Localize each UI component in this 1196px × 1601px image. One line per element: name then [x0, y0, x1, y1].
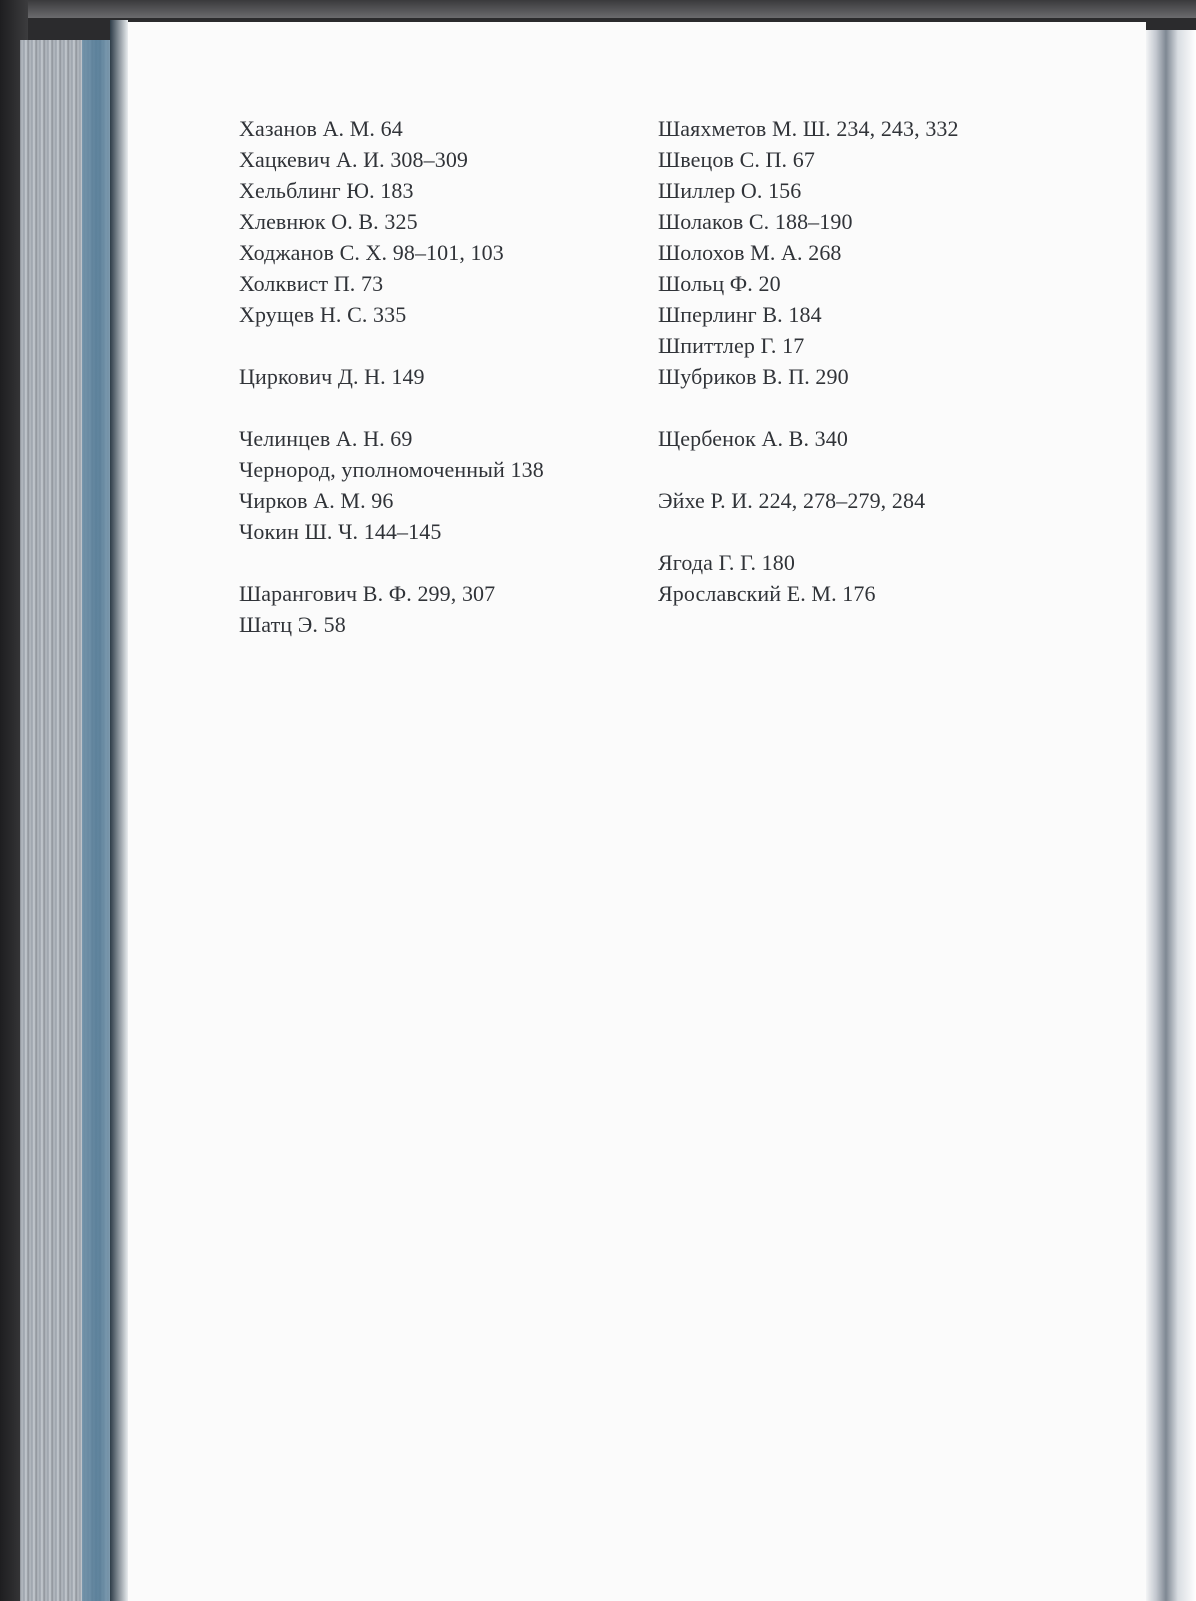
index-entry: Шатц Э. 58: [239, 612, 346, 637]
index-entry: Швецов С. П. 67: [658, 147, 815, 172]
index-entry: Челинцев А. Н. 69: [239, 426, 413, 451]
index-section-gap: [239, 392, 639, 423]
index-entry: Шаяхметов М. Ш. 234, 243, 332: [658, 116, 959, 141]
binding-shadow: [110, 20, 128, 1601]
index-entry: Хрущев Н. С. 335: [239, 302, 407, 327]
index-entry: Шперлинг В. 184: [658, 302, 822, 327]
index-entry: Шолохов М. А. 268: [658, 240, 842, 265]
index-entry: Шиллер О. 156: [658, 178, 802, 203]
index-entry: Циркович Д. Н. 149: [239, 364, 425, 389]
index-entry: Шолаков С. 188–190: [658, 209, 853, 234]
index-section-gap: [239, 330, 639, 361]
index-section-gap: [658, 392, 1058, 423]
index-entry: Хлевнюк О. В. 325: [239, 209, 418, 234]
index-entry: Ягода Г. Г. 180: [658, 550, 795, 575]
index-entry: Хазанов А. М. 64: [239, 116, 403, 141]
index-entry: Эйхе Р. И. 224, 278–279, 284: [658, 488, 926, 513]
index-entry: Шубриков В. П. 290: [658, 364, 849, 389]
index-section-gap: [239, 547, 639, 578]
index-entry: Ярославский Е. М. 176: [658, 581, 876, 606]
index-entry: Щербенок А. В. 340: [658, 426, 848, 451]
right-page-edge: [1146, 30, 1196, 1601]
index-entry: Шольц Ф. 20: [658, 271, 781, 296]
index-entry: Хельблинг Ю. 183: [239, 178, 414, 203]
index-entry: Чокин Ш. Ч. 144–145: [239, 519, 442, 544]
index-entry: Шарангович В. Ф. 299, 307: [239, 581, 496, 606]
index-section-gap: [658, 454, 1058, 485]
index-entry: Чирков А. М. 96: [239, 488, 394, 513]
index-entry: Холквист П. 73: [239, 271, 384, 296]
index-entry: Чернород, уполномоченный 138: [239, 457, 544, 482]
index-entry: Хацкевич А. И. 308–309: [239, 147, 469, 172]
index-entry: Ходжанов С. Х. 98–101, 103: [239, 240, 504, 265]
top-shadow-strip: [0, 0, 1196, 18]
index-column-left: [239, 113, 639, 640]
index-section-gap: [658, 516, 1058, 547]
index-column-right: [658, 113, 1058, 609]
index-entry: Шпиттлер Г. 17: [658, 333, 805, 358]
